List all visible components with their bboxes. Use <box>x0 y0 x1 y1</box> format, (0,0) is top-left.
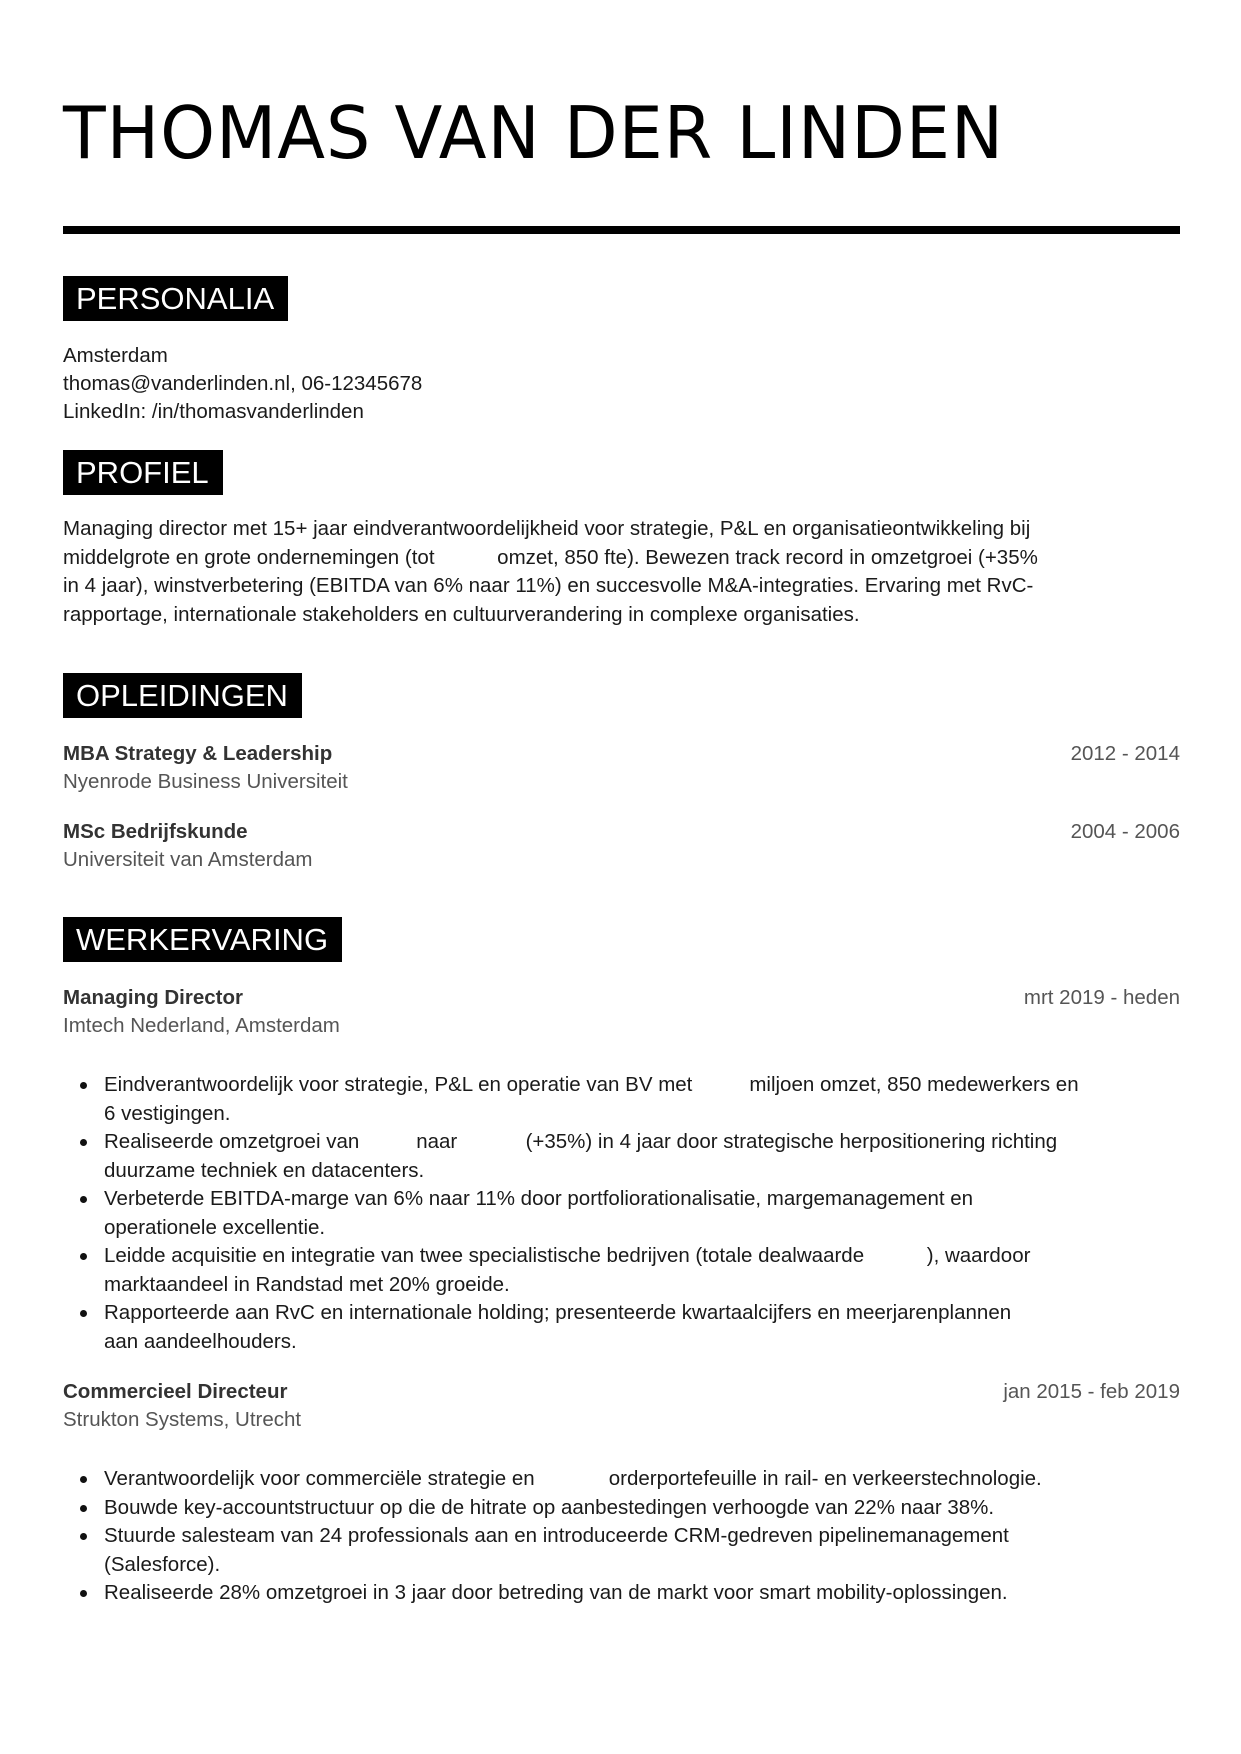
bullet-icon <box>80 1082 87 1089</box>
personal-contact: thomas@vanderlinden.nl, 06-12345678 <box>63 372 423 395</box>
profile-line: middelgrote en grote ondernemingen (tot omzet, 850 fte). Bewezen track record in omzetgroei (+35% <box>63 545 1038 569</box>
bullet-text: (Salesforce). <box>104 1552 221 1576</box>
job-achievements-list <box>63 1071 1180 1356</box>
list-item <box>63 1299 1180 1356</box>
bullet-text: aan aandeelhouders. <box>104 1329 297 1353</box>
bullet-icon <box>80 1505 87 1512</box>
personal-city: Amsterdam <box>63 344 168 367</box>
list-item <box>63 1242 1180 1299</box>
bullet-text: Rapporteerde aan RvC en internationale holding; presenteerde kwartaalcijfers en meerjarenplannen <box>104 1301 1012 1324</box>
bullet-icon <box>80 1590 87 1597</box>
job-company: Strukton Systems, Utrecht <box>63 1408 302 1431</box>
job-period: mrt 2019 - heden <box>1023 986 1180 1009</box>
education-period: 2004 - 2006 <box>1070 820 1180 843</box>
list-item <box>63 1128 1180 1185</box>
section-heading-werkervaring: WERKERVARING <box>63 917 342 962</box>
list-item <box>63 1494 1180 1523</box>
list-item <box>63 1579 1180 1608</box>
bullet-text: Verbeterde EBITDA-marge van 6% naar 11% door portfoliorationalisatie, margemanagement en <box>104 1187 974 1210</box>
header-divider <box>63 226 1180 234</box>
bullet-text: duurzame techniek en datacenters. <box>104 1158 425 1182</box>
resume-page <box>63 0 1180 1754</box>
education-institution: Universiteit van Amsterdam <box>63 848 313 871</box>
bullet-icon <box>80 1139 87 1146</box>
bullet-text: Stuurde salesteam van 24 professionals aan en introduceerde CRM-gedreven pipelinemanagement <box>104 1524 1009 1547</box>
personal-linkedin: LinkedIn: /in/thomasvanderlinden <box>63 400 364 423</box>
bullet-icon <box>80 1196 87 1203</box>
job-period: jan 2015 - feb 2019 <box>1003 1380 1180 1403</box>
education-period: 2012 - 2014 <box>1070 742 1180 765</box>
bullet-icon <box>80 1533 87 1540</box>
candidate-name: THOMAS VAN DER LINDEN <box>63 91 1005 175</box>
section-heading-profiel: PROFIEL <box>63 450 223 495</box>
job-company: Imtech Nederland, Amsterdam <box>63 1014 340 1037</box>
bullet-icon <box>80 1310 87 1317</box>
list-item <box>63 1465 1180 1494</box>
list-item <box>63 1185 1180 1242</box>
bullet-text: marktaandeel in Randstad met 20% groeide. <box>104 1272 510 1296</box>
profile-line: in 4 jaar), winstverbetering (EBITDA van 6% naar 11%) en succesvolle M&A-integraties. Ervaring met RvC- <box>63 574 1034 597</box>
bullet-icon <box>80 1253 87 1260</box>
education-title: MBA Strategy & Leadership <box>63 742 333 765</box>
bullet-text: Realiseerde 28% omzetgroei in 3 jaar door betreding van de markt voor smart mobility-oplossingen. <box>104 1581 1008 1604</box>
bullet-text: Leidde acquisitie en integratie van twee specialistische bedrijven (totale dealwaarde ), waardoor <box>104 1244 1031 1267</box>
bullet-text: operationele excellentie. <box>104 1215 326 1239</box>
job-title: Managing Director <box>63 986 243 1009</box>
section-heading-opleidingen: OPLEIDINGEN <box>63 673 302 718</box>
education-title: MSc Bedrijfskunde <box>63 820 248 843</box>
job-title: Commercieel Directeur <box>63 1380 288 1403</box>
profile-line: Managing director met 15+ jaar eindverantwoordelijkheid voor strategie, P&L en organisatieontwikkeling bij <box>63 517 1031 540</box>
bullet-text: Verantwoordelijk voor commerciële strategie en orderportefeuille in rail- en verkeerstechnologie. <box>104 1467 1042 1490</box>
bullet-text: Bouwde key-accountstructuur op die de hitrate op aanbestedingen verhoogde van 22% naar 38%. <box>104 1495 995 1519</box>
section-heading-personalia: PERSONALIA <box>63 276 288 321</box>
education-institution: Nyenrode Business Universiteit <box>63 770 348 793</box>
bullet-text: 6 vestigingen. <box>104 1101 231 1125</box>
bullet-text: Realiseerde omzetgroei van naar (+35%) in 4 jaar door strategische herpositionering richting <box>104 1130 1058 1153</box>
profile-summary <box>63 515 1180 629</box>
job-achievements-list <box>63 1465 1180 1608</box>
bullet-icon <box>80 1476 87 1483</box>
list-item <box>63 1522 1180 1579</box>
bullet-text: Eindverantwoordelijk voor strategie, P&L en operatie van BV met miljoen omzet, 850 medewerkers en <box>104 1073 1079 1096</box>
list-item <box>63 1071 1180 1128</box>
profile-line: rapportage, internationale stakeholders en cultuurverandering in complexe organisaties. <box>63 602 860 626</box>
